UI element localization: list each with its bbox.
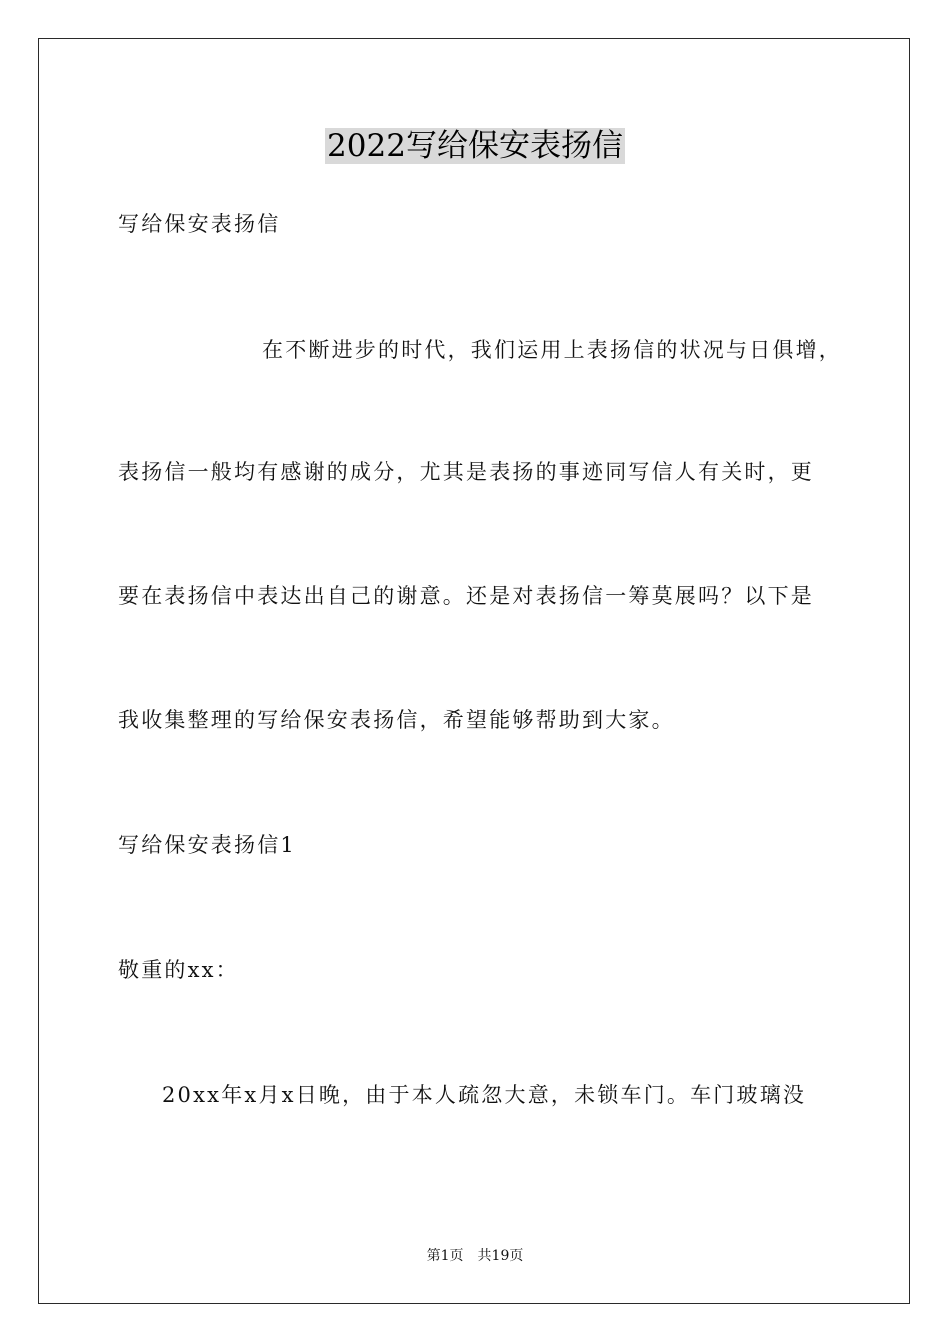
- salutation-line: 敬重的xx：: [118, 958, 239, 982]
- paragraph-line: 要在表扬信中表达出自己的谢意。还是对表扬信一筹莫展吗？以下是: [118, 584, 814, 608]
- paragraph-line: 我收集整理的写给保安表扬信，希望能够帮助到大家。: [118, 708, 675, 732]
- paragraph-line: 表扬信一般均有感谢的成分，尤其是表扬的事迹同写信人有关时，更: [118, 460, 814, 484]
- subtitle-line: 写给保安表扬信: [118, 212, 281, 236]
- document-title-text: 2022写给保安表扬信: [327, 128, 623, 164]
- page-number-footer: 第1页 共19页: [426, 1248, 524, 1264]
- section-heading: 写给保安表扬信1: [118, 833, 296, 857]
- paragraph-line: 在不断进步的时代，我们运用上表扬信的状况与日俱增，: [262, 338, 842, 362]
- document-title: [0, 124, 950, 168]
- paragraph-line: 20xx年x月x日晚，由于本人疏忽大意，未锁车门。车门玻璃没: [162, 1083, 807, 1107]
